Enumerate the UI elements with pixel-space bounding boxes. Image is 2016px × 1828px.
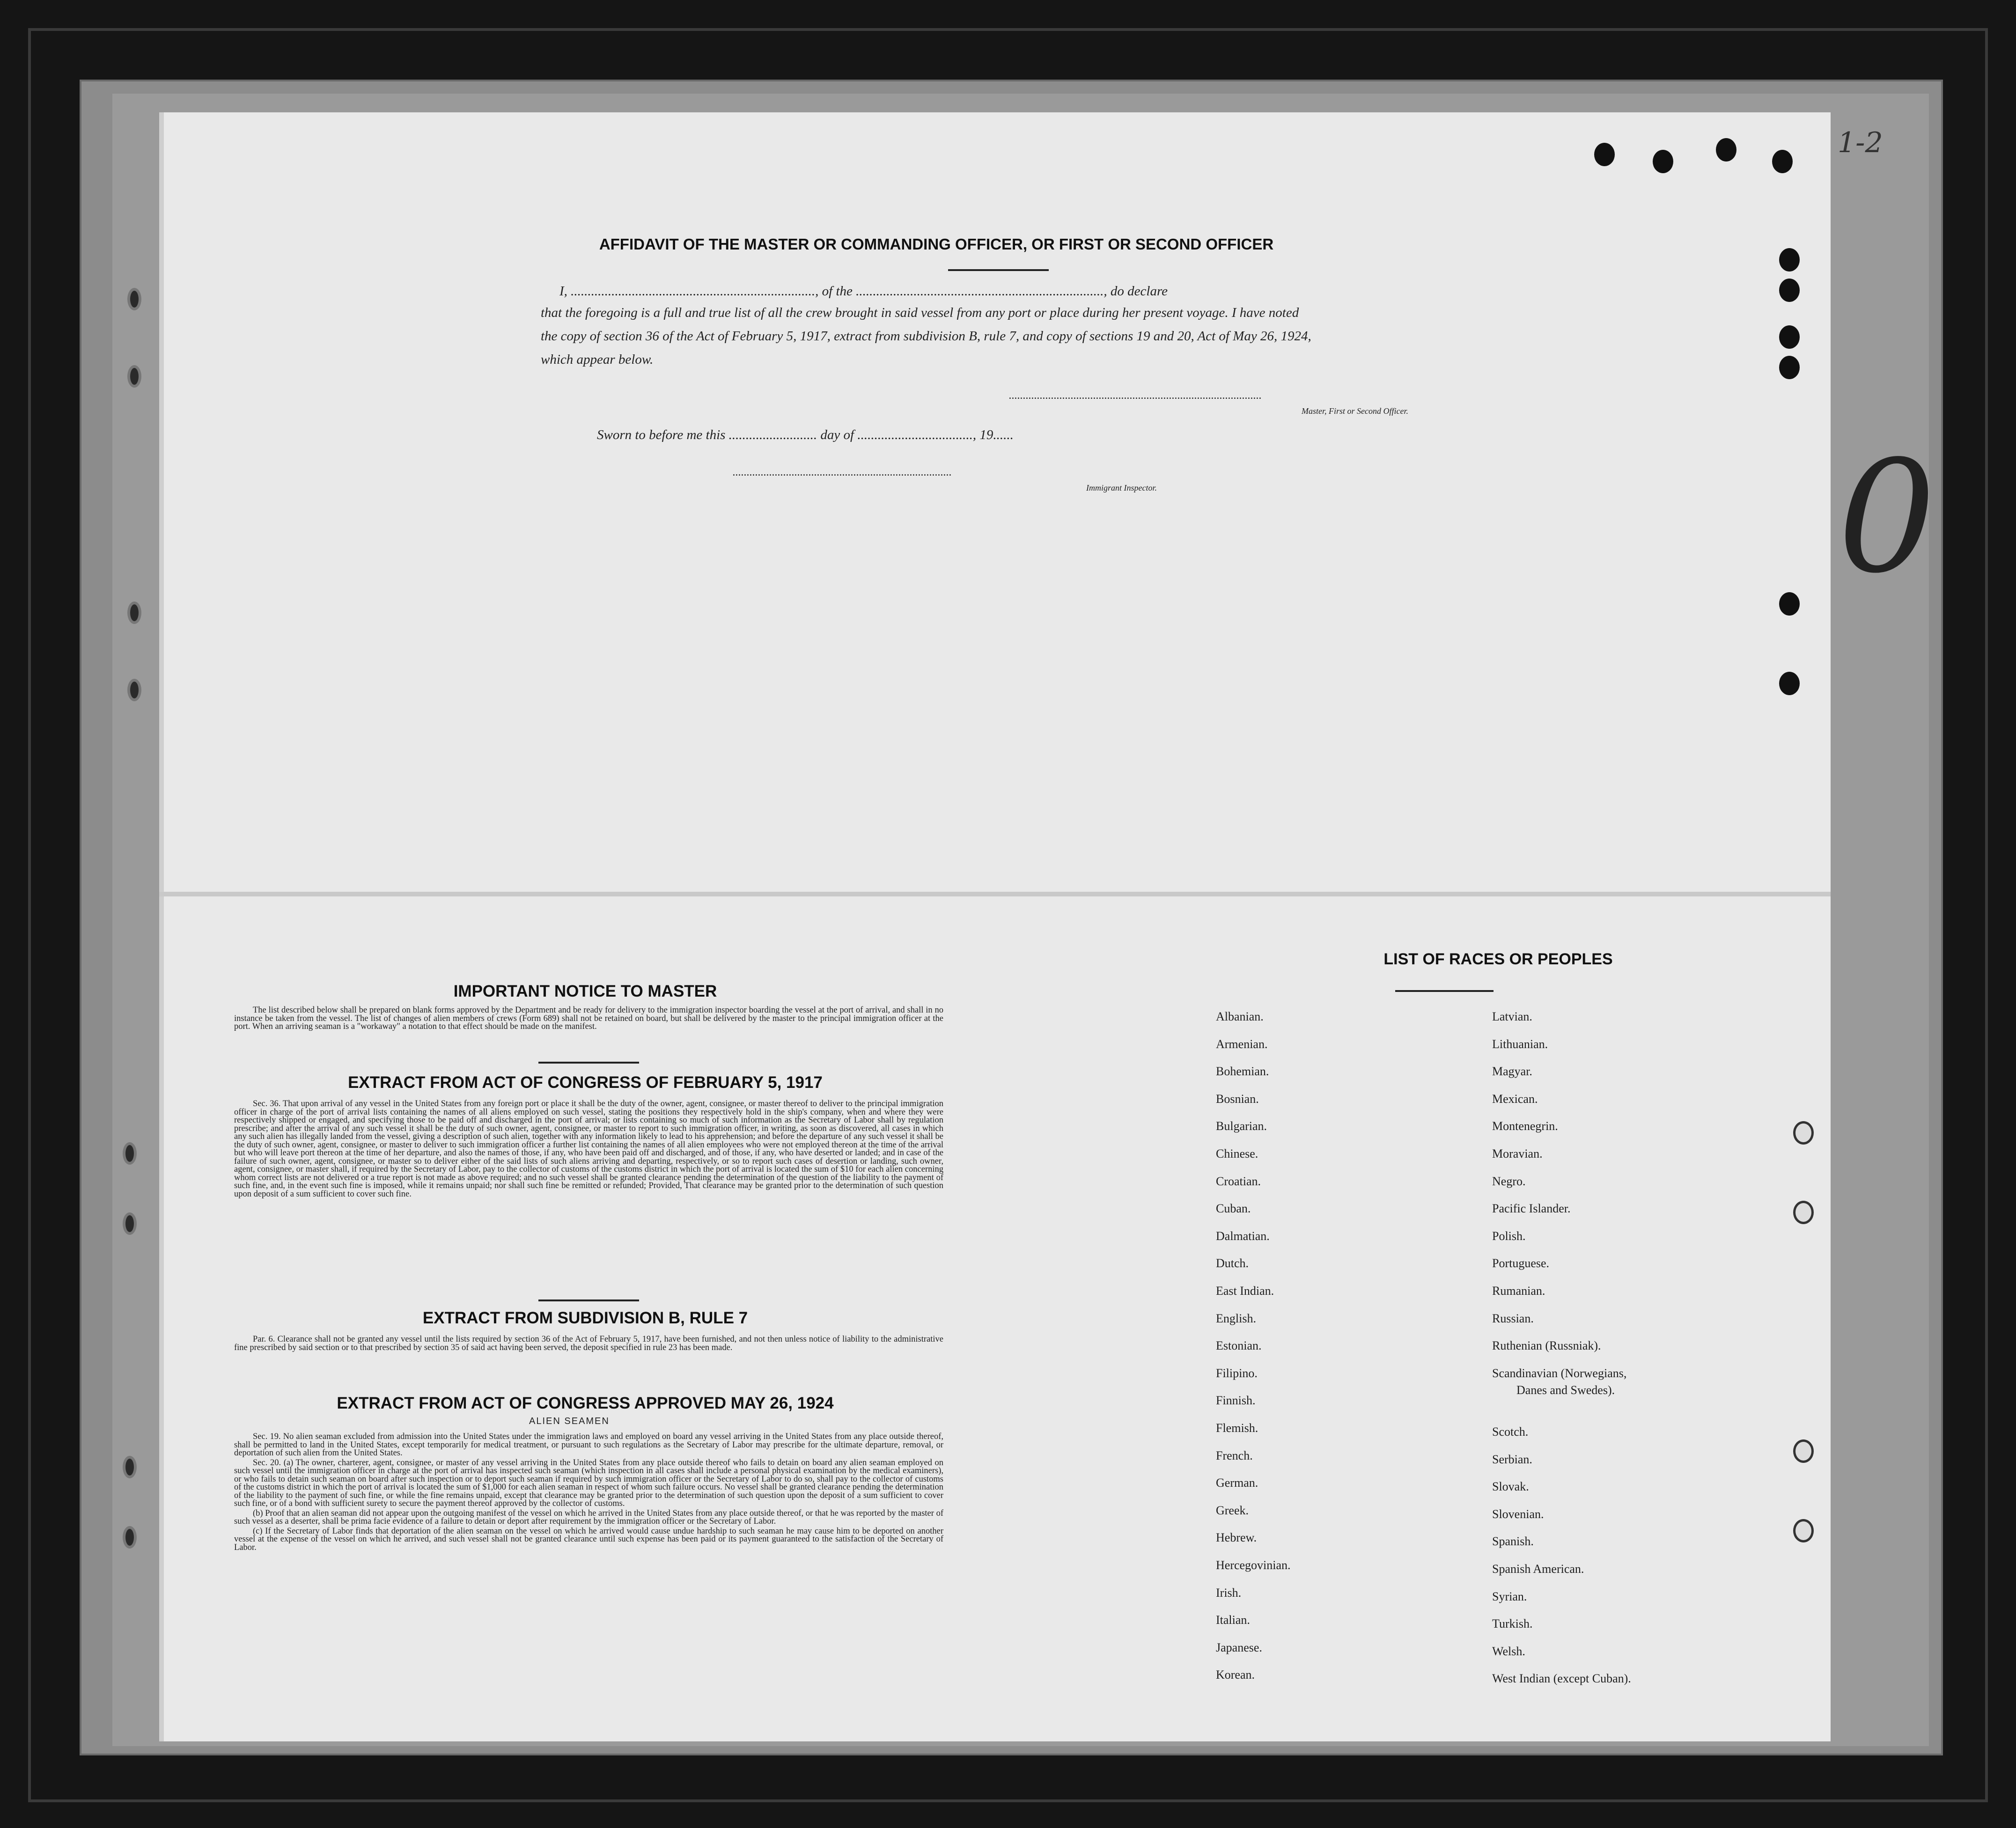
section-rule [538,1299,639,1301]
race-item: Lithuanian. [1492,1037,1548,1051]
binder-hole [127,365,141,388]
race-item: Croatian. [1216,1174,1261,1188]
race-item: Cuban. [1216,1202,1251,1216]
race-item: Irish. [1216,1586,1242,1600]
punch-hole [1779,325,1800,349]
binder-hole [123,1526,137,1549]
race-item: Italian. [1216,1613,1250,1627]
race-item: East Indian. [1216,1284,1274,1298]
punch-hole [1793,1201,1814,1224]
race-item: Mexican. [1492,1092,1538,1106]
race-item: Japanese. [1216,1640,1262,1654]
race-item: Latvian. [1492,1010,1532,1023]
affidavit-line-3: the copy of section 36 of the Act of February 5, 1917, extract from subdivision B, rule 7, and copy of sections 19 and 20, Act of May 26, 1924, [541,329,1311,344]
corner-handwritten-note: 1-2 [1838,126,1883,159]
race-item: Scandinavian (Norwegians, [1492,1366,1627,1380]
sec-20b: (b) Proof that an alien seaman did not appear upon the outgoing manifest of the vessel on which he arrived in the United States from any place outside thereof, or that he was reported by the master of such vessel as a deserter, shall be prima facie evidence of a failure to detain or deport after requirement by the immigration officer or the Secretary of Labor. [234,1508,943,1526]
race-item: Welsh. [1492,1644,1525,1658]
race-item: Russian. [1492,1311,1534,1325]
race-item: Armenian. [1216,1037,1268,1051]
punch-hole [1793,1519,1814,1542]
race-item: Bosnian. [1216,1092,1259,1106]
race-item: Dutch. [1216,1256,1249,1270]
affidavit-line-4: which appear below. [541,352,654,367]
rule7-text: Par. 6. Clearance shall not be granted any vessel until the lists required by section 36 of the Act of February 5, 1917, have been furnished, and not then unless notice of liability to the administrative fine prescribed by said section or to that prescribed by section 35 of said act having been served, the deposit specified in rule 23 has been made. [234,1335,943,1352]
binder-hole [127,679,141,701]
binder-hole [123,1212,137,1235]
race-item: Flemish. [1216,1421,1258,1435]
races-title: LIST OF RACES OR PEOPLES [1383,950,1613,968]
punch-hole [1779,592,1800,616]
extract-1924-text [234,1433,943,1553]
race-item: Portuguese. [1492,1256,1550,1270]
extract-1917-text: Sec. 36. That upon arrival of any vessel in the United States from any foreign port or place it shall be the duty of the owner, agent, consignee, or master thereof to deliver to the principal immigration officer in charge of the port of arrival lists containing the names of all aliens employed on such vessel, stating the positions they respectively hold in the ship's company, when and where they were respectively shipped or engaged, and specifying those to be paid off and discharged in the port of arrival; or lists containing so much of such information as the Secretary of Labor shall by regulation prescribe; and after the arrival of any such vessel it shall be the duty of such owner, agent, consignee, or master to report to such immigration officer, in writing, as soon as discovered, all cases in which any such alien has illegally landed from the vessel, giving a description of such alien, together with any information likely to lead to his apprehension; and before the departure of any such vessel it shall be the duty of such owner, agent, consignee, or master to deliver to such immigration officer a further list containing the names of all alien employees who were not employed thereon at the time of the arrival but who will leave port thereon at the time of her departure, and also the names of those, if any, who have been paid off and discharged, and of those, if any, who have deserted or landed; and in case of the failure of such owner, agent, consignee, or master so to deliver either of the said lists of such aliens arriving and departing, respectively, or so to report such cases of desertion or landing, such owner, agent, consignee, or master shall, if required by the Secretary of Labor, pay to the collector of customs of the customs district in which the port of arrival is located the sum of $10 for each alien concerning whom correct lists are not delivered or a true report is not made as above required; and no such vessel shall be granted clearance pending the determination of the question of the liability to the payment of such fine, and, in the event such fine is imposed, while it remains unpaid; nor shall such fine be remitted or refunded; Provided, That clearance may be granted prior to the determination of such question upon deposit of a sum sufficient to cover such fine. [234,1099,943,1199]
master-signature-label: Master, First or Second Officer. [1302,406,1408,416]
punch-hole [1594,143,1615,166]
punch-hole [1653,150,1673,173]
rule7-title: EXTRACT FROM SUBDIVISION B, RULE 7 [422,1309,748,1327]
race-item: Bulgarian. [1216,1119,1267,1133]
race-item-continuation: Danes and Swedes). [1516,1383,1615,1397]
race-item: Turkish. [1492,1617,1533,1631]
punch-hole [1779,356,1800,379]
race-item: English. [1216,1311,1256,1325]
master-signature-line: .......................................................................................... [1009,389,1262,402]
race-item: Chinese. [1216,1147,1258,1160]
race-item: Hebrew. [1216,1531,1257,1545]
race-item: Serbian. [1492,1452,1532,1466]
race-item: Slovenian. [1492,1507,1544,1521]
extract-1917-title: EXTRACT FROM ACT OF CONGRESS OF FEBRUARY 5, 1917 [348,1073,823,1092]
alien-seamen-subtitle: ALIEN SEAMEN [529,1416,610,1426]
race-item: Moravian. [1492,1147,1543,1160]
sec-20a: Sec. 20. (a) The owner, charterer, agent, consignee, or master of any vessel arriving in the United States from any place outside thereof who fails to detain on board any alien seaman employed on such vessel until the immigration officer in charge at the port of arrival has inspected such seaman (which inspection in all cases shall include a personal physical examination by the medical examiners), or who fails to detain such seaman on board after such inspection or to deport such seaman if required by such immigration officer or the Secretary of Labor to do so, shall pay to the collector of customs of the customs district in which the port of arrival is located the sum of $1,000 for each alien seaman in respect of whom such failure occurs. No vessel shall be granted clearance pending the determination of the liability to the payment of such fine, or while the fine remains unpaid, except that clearance may be granted prior to the determination of such question upon the deposit of a sum sufficient to cover such fine, or of a bond with sufficient surety to secure the payment thereof approved by the collector of customs. [234,1458,943,1508]
race-item: Slovak. [1492,1480,1529,1494]
race-item: Syrian. [1492,1589,1527,1603]
affidavit-title: AFFIDAVIT OF THE MASTER OR COMMANDING OFFICER, OR FIRST OR SECOND OFFICER [599,235,1274,253]
sworn-line: Sworn to before me this .......................... day of .................................., 19...... [597,427,1014,442]
punch-hole [1793,1439,1814,1463]
race-item: Rumanian. [1492,1284,1545,1298]
punch-hole [1772,150,1793,173]
binder-hole [127,602,141,624]
affidavit-line-1: I, ........................................................................, of the ........................................................................., do declare [559,284,1168,299]
race-item: Finnish. [1216,1394,1256,1408]
inspector-signature-label: Immigrant Inspector. [1086,483,1157,492]
punch-hole [1779,672,1800,695]
race-item: Negro. [1492,1174,1526,1188]
title-rule [948,269,1049,271]
section-rule [538,1062,639,1064]
race-item: Ruthenian (Russniak). [1492,1339,1601,1353]
inspector-signature-line: .............................................................................. [733,466,952,478]
races-title-rule [1395,990,1494,992]
binder-hole [123,1142,137,1165]
extract-1924-title: EXTRACT FROM ACT OF CONGRESS APPROVED MAY 26, 1924 [337,1394,834,1412]
handwritten-mark: 0 [1838,427,1936,607]
race-item: Bohemian. [1216,1064,1269,1079]
race-item: German. [1216,1476,1258,1490]
sec-19: Sec. 19. No alien seaman excluded from admission into the United States under the immigration laws and employed on board any vessel arriving in the United States from any place outside thereof, shall be permitted to land in the United States, except temporarily for medical treatment, or pursuant to such regulations as the Secretary of Labor may prescribe for the ultimate departure, removal, or deportation of such alien from the United States. [234,1432,943,1458]
race-item: Spanish. [1492,1534,1534,1549]
race-item: Spanish American. [1492,1562,1584,1576]
race-item: West Indian (except Cuban). [1492,1672,1631,1686]
race-item: Dalmatian. [1216,1229,1270,1243]
race-item: Estonian. [1216,1339,1262,1353]
race-item: French. [1216,1448,1253,1462]
binder-hole [123,1456,137,1478]
punch-hole [1793,1121,1814,1145]
race-item: Korean. [1216,1668,1255,1682]
affidavit-line-2: that the foregoing is a full and true list of all the crew brought in said vessel from any port or place during her present voyage. I have noted [541,305,1299,320]
page-fold [159,892,1831,896]
race-item: Pacific Islander. [1492,1202,1571,1216]
race-item: Albanian. [1216,1010,1264,1023]
punch-hole [1779,248,1800,272]
race-item: Greek. [1216,1503,1249,1517]
binder-hole [127,288,141,310]
race-item: Polish. [1492,1229,1526,1243]
punch-hole [1779,279,1800,302]
race-item: Filipino. [1216,1366,1258,1380]
race-item: Magyar. [1492,1064,1532,1079]
race-item: Scotch. [1492,1425,1529,1439]
punch-hole [1716,138,1736,162]
sec-20c: (c) If the Secretary of Labor finds that deportation of the alien seaman on the vessel on which he arrived would cause undue hardship to such seaman he may cause him to be deported on another vessel at the expense of the vessel on which he arrived, and such vessel shall not be granted clearance until such expense has been paid or its payment guaranteed to the satisfaction of the Secretary of Labor. [234,1526,943,1552]
notice-title: IMPORTANT NOTICE TO MASTER [453,982,717,1000]
notice-text: The list described below shall be prepared on blank forms approved by the Department and be ready for delivery to the immigration inspector boarding the vessel at the port of arrival, and shall in no instance be taken from the vessel. The list of changes of alien members of crews (Form 689) shall not be retained on board, but shall be delivered by the master to the principal immigration officer at the port. When an arriving seaman is a "workaway" a notation to that effect should be made on the manifest. [234,1006,943,1031]
race-item: Hercegovinian. [1216,1558,1291,1572]
race-item: Montenegrin. [1492,1119,1558,1133]
